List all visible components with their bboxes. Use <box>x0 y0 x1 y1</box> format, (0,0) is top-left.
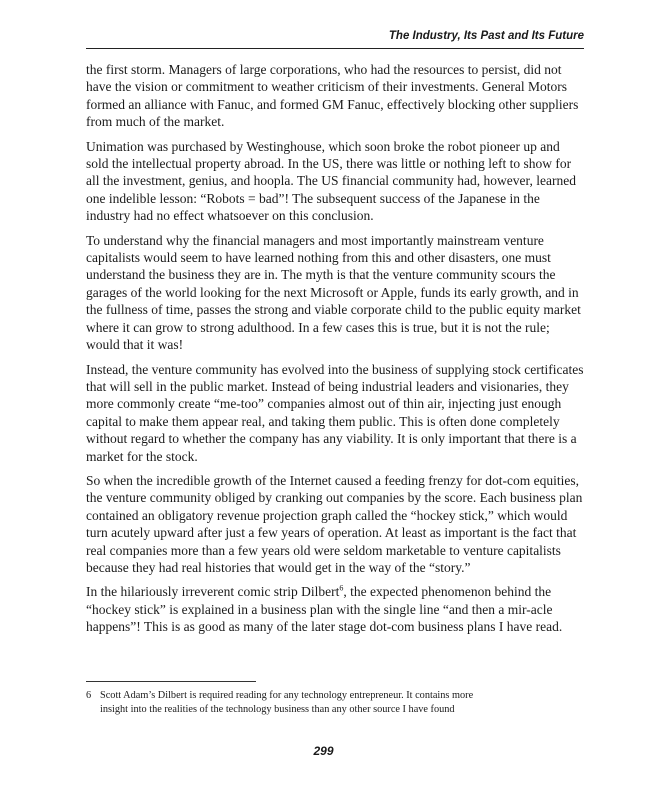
paragraph-1: the first storm. Managers of large corporations, who had the resources to persist, did not have the vision or commitment to weather criticism of their investments. General Motors formed an alliance with Fanuc, and formed GM Fanuc, effectively blocking other suppliers from much of the market. <box>86 62 579 130</box>
paragraph-6-start: In the hilariously irreverent comic strip Dilbert <box>86 584 340 600</box>
paragraph-2: Unimation was purchased by Westinghouse, which soon broke the robot pioneer up and sold the intellectual property abroad. In the US, there was little or nothing left to show for all the investment, genius, and hoopla. The US financial community had, however, learned one indelible lesson: “Robots = bad”! The subsequent success of the Japanese in the industry had no effect whatsoever on this conclusion. <box>86 138 576 224</box>
header-rule <box>86 48 584 49</box>
paragraph-4: Instead, the venture community has evolved into the business of supplying stock certificates that will sell in the public market. Instead of being industrial leaders and visionaries, they more commonly create “me-too” companies almost out of thin air, injecting just enough capital to make them appear real, and taking them public. This is often done completely without regard to whether the company has any viability. It is only important that there is a market for the stock. <box>86 361 584 464</box>
footnote-text-1: Scott Adam’s Dilbert is required reading for any technology entrepreneur. It contains more <box>100 690 474 701</box>
paragraph-3: To understand why the financial managers and most importantly mainstream venture capitalists would seem to have learned nothing from this and other disasters, one must understand the business they are in. The myth is that the venture community scours the garages of the world looking for the next Microsoft or Apple, funds its early growth, and in the fullness of time, passes the strong and viable corporate child to the public equity market where it can grow to strong adulthood. In a few cases this is true, but it is not the rule; would that it was! <box>86 232 581 353</box>
page-number: 299 <box>313 744 334 758</box>
footnote-marker: 6 <box>86 690 92 701</box>
paragraph-6-end: , the expected phenomenon behind the “hockey stick” is explained in a business plan with the single line “and then a mir-acle happens”! This is as good as many of the later stage dot-com business plans I have read. <box>86 584 563 635</box>
footnote-line-2: insight into the realities of the technology business than any other source I have found <box>100 703 455 715</box>
paragraph-6 <box>86 583 584 635</box>
footnote-reference[interactable]: 6 <box>339 583 344 593</box>
footnote <box>86 689 584 716</box>
body-text <box>86 61 584 643</box>
paragraph-5: So when the incredible growth of the Internet caused a feeding frenzy for dot-com equities, the venture community obliged by cranking out companies by the score. Each business plan contained an obligatory revenue projection graph called the “hockey stick,” which would turn acutely upward after just a few years of operation. At least as important is the fact that real companies more than a few years old were seldom marketable to venture capitalists because they had real histories that would get in the way of the “story.” <box>86 472 583 575</box>
running-head: The Industry, Its Past and Its Future <box>388 30 584 42</box>
footnote-rule <box>86 681 256 682</box>
footnote-line-1 <box>86 689 584 703</box>
